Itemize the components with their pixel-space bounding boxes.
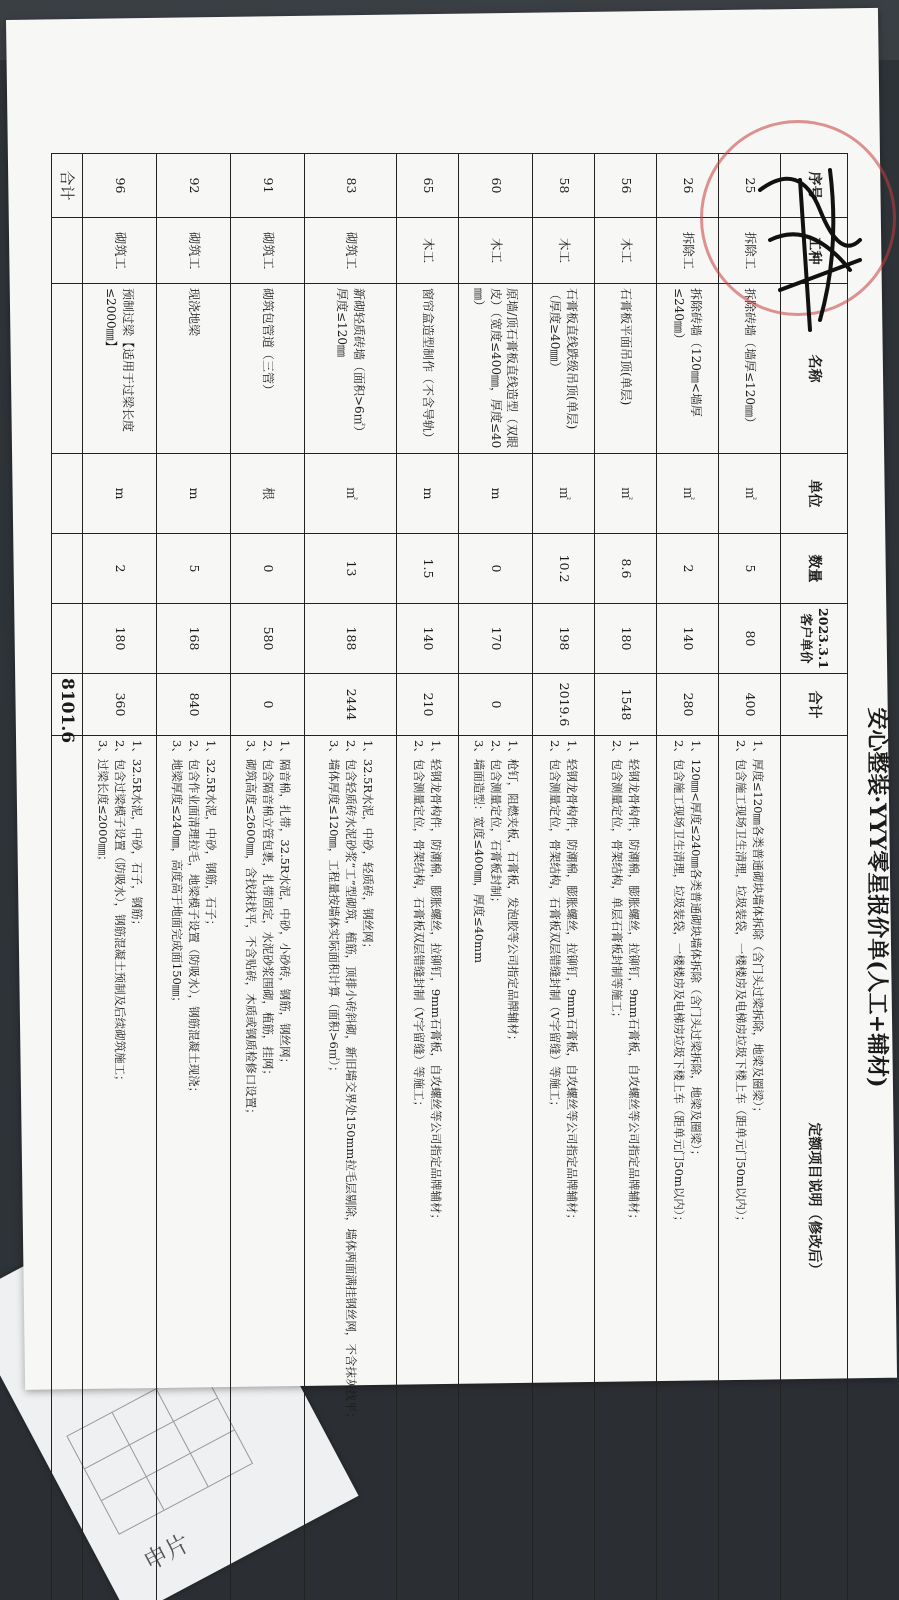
- cell-type: 木工: [533, 218, 595, 284]
- total-empty-4: [52, 534, 83, 604]
- table-row: [83, 154, 157, 1600]
- header-type: 工种: [781, 218, 848, 284]
- desc-line: 1、32.5R水泥，中砂，轻质砖，钢丝网；: [360, 740, 375, 955]
- cell-price: 170: [459, 604, 533, 674]
- cell-qty: 5: [719, 534, 781, 604]
- desc-line: 3、地梁厚度≤240㎜，高度高于地面完成面150㎜；: [170, 740, 185, 1008]
- desc-line: 2、包含作业面清理拉毛，地梁模子设置（防吸水），钢筋混凝土现浇；: [186, 740, 201, 1099]
- cell-name: 砌筑包管道（三管）: [231, 284, 305, 454]
- desc-line: 2、包含轻质砖水泥砂浆“工”型砌筑，植筋，顶排小砖斜砌，新旧墙交界处150mm拉毛层剔除，墙体两面满挂钢丝网，不含抹灰找平；: [343, 740, 358, 1424]
- table-row: [595, 154, 657, 1600]
- cell-unit: ㎡: [305, 454, 397, 534]
- cell-name: 现浇地梁: [157, 284, 231, 454]
- cell-sum: 0: [459, 674, 533, 736]
- desc-line: 2、包含测量定位，骨架结构，石膏板双层错缝封制（V字留缝）等施工；: [548, 740, 563, 1113]
- cell-name: 拆除砖墙（墙厚≤120㎜）: [719, 284, 781, 454]
- header-no: 序号: [781, 154, 848, 218]
- table-row: [719, 154, 781, 1600]
- cell-price: 80: [719, 604, 781, 674]
- total-empty-2: [52, 284, 83, 454]
- cell-name: 预制过梁【适用于过梁长度≤2000㎜】: [83, 284, 157, 454]
- header-unit: 单位: [781, 454, 848, 534]
- header-qty: 数量: [781, 534, 848, 604]
- desc-line: 3、过梁长度≤2000㎜；: [96, 740, 111, 867]
- cell-unit: m: [397, 454, 459, 534]
- quote-table: [51, 153, 848, 1600]
- desc-line: 2、包含测量定位，石膏板封制；: [488, 740, 503, 909]
- cell-qty: 13: [305, 534, 397, 604]
- desc-line: 1、枪钉，阻燃夹板，石膏板，发泡胶等公司指定品牌辅材；: [505, 740, 520, 1047]
- handwritten-signature: [740, 150, 890, 350]
- desc-line: 1、隔音棉，扎带，32.5R水泥，中砂，小砂砖，钢筋，钢丝网；: [277, 740, 292, 1070]
- cell-sum: 400: [719, 674, 781, 736]
- cell-sum: 280: [657, 674, 719, 736]
- cell-price: 198: [533, 604, 595, 674]
- desc-line: 2、包含测量定位，骨架结构，石膏板双层错缝封制（V字留缝）等施工；: [412, 740, 427, 1113]
- cell-type: 木工: [459, 218, 533, 284]
- cell-desc: [595, 736, 657, 1600]
- total-empty-1: [52, 218, 83, 284]
- cell-qty: 2: [657, 534, 719, 604]
- cell-unit: m: [157, 454, 231, 534]
- cell-no: 65: [397, 154, 459, 218]
- cell-no: 25: [719, 154, 781, 218]
- cell-unit: ㎡: [595, 454, 657, 534]
- header-sum: 合计: [781, 674, 848, 736]
- cell-unit: m: [83, 454, 157, 534]
- cell-qty: 1.5: [397, 534, 459, 604]
- desc-line: 1、32.5R水泥，中砂，石子，钢筋；: [129, 740, 144, 932]
- cell-unit: ㎡: [657, 454, 719, 534]
- cell-type: 拆除工: [657, 218, 719, 284]
- cell-desc: [719, 736, 781, 1600]
- cell-desc: [397, 736, 459, 1600]
- cell-no: 60: [459, 154, 533, 218]
- cell-unit: ㎡: [533, 454, 595, 534]
- total-empty-3: [52, 454, 83, 534]
- cell-desc: [305, 736, 397, 1600]
- cell-name: 石膏板平面吊顶(单层): [595, 284, 657, 454]
- desc-line: 1、厚度≤120㎜各类普通砌块墙体拆除（含门头过梁拆除，地梁及圈梁）；: [751, 740, 766, 1119]
- cell-name: 拆除砖墙（120㎜<墙厚≤240㎜）: [657, 284, 719, 454]
- table-header-row: [781, 154, 848, 1600]
- cell-desc: [459, 736, 533, 1600]
- cell-sum: 1548: [595, 674, 657, 736]
- cell-desc: [657, 736, 719, 1600]
- desc-line: 1、轻钢龙骨构件，防潮棉，膨胀螺丝，拉铆钉，9mm石膏板，自攻螺丝等公司指定品牌辅材；: [565, 740, 580, 1225]
- cell-price: 180: [83, 604, 157, 674]
- cell-unit: m: [459, 454, 533, 534]
- cell-no: 92: [157, 154, 231, 218]
- cell-qty: 8.6: [595, 534, 657, 604]
- cell-name: 新砌轻质砖墙（面积>6㎡）厚度≤120㎜: [305, 284, 397, 454]
- cell-price: 140: [657, 604, 719, 674]
- desc-line: 1、轻钢龙骨构件，防潮棉，膨胀螺丝，拉铆钉，9mm石膏板，自攻螺丝等公司指定品牌辅材；: [627, 740, 642, 1225]
- desc-line: 2、包含测量定位，骨架结构，单层石膏板封制等施工；: [610, 740, 625, 1024]
- cell-price: 140: [397, 604, 459, 674]
- header-price: 2023.3.1 客户单价: [781, 604, 848, 674]
- cell-name: 原墙/顶石膏板直线造型（双眼皮）（宽度≤400㎜，厚度≤40㎜）: [459, 284, 533, 454]
- table-row: [397, 154, 459, 1600]
- cell-type: 木工: [595, 218, 657, 284]
- cell-qty: 0: [459, 534, 533, 604]
- cell-type: 砌筑工: [157, 218, 231, 284]
- cell-sum: 210: [397, 674, 459, 736]
- cell-price: 168: [157, 604, 231, 674]
- cell-desc: [157, 736, 231, 1600]
- cell-price: 180: [595, 604, 657, 674]
- cell-sum: 360: [83, 674, 157, 736]
- total-empty-6: [52, 736, 83, 1600]
- total-value: 8101.6: [52, 674, 83, 736]
- cell-sum: 2444: [305, 674, 397, 736]
- cell-name: 石膏板直线跌级吊顶(单层)（厚度≥40㎜）: [533, 284, 595, 454]
- cell-sum: 2019.6: [533, 674, 595, 736]
- header-name: 名称: [781, 284, 848, 454]
- desc-line: 2、包含施工现场卫生清理，垃圾装袋，一楼楼房及电梯房垃圾下楼上车（距单元门50m以内）；: [672, 740, 687, 1228]
- cell-unit: 根: [231, 454, 305, 534]
- cell-no: 96: [83, 154, 157, 218]
- table-row: [157, 154, 231, 1600]
- header-desc: 定额项目说明（修改后）: [781, 736, 848, 1600]
- desc-line: 2、包含过梁模子设置（防吸水），钢筋混凝土预制及后续砌筑施工；: [112, 740, 127, 1087]
- table-row: [305, 154, 397, 1600]
- cell-sum: 0: [231, 674, 305, 736]
- total-label: 合计: [52, 154, 83, 218]
- desc-line: 3、墙面造型：宽度≤400㎜，厚度≤40mm: [472, 740, 487, 963]
- cell-type: 木工: [397, 218, 459, 284]
- total-row: [52, 154, 83, 1600]
- desc-line: 3、墙体厚度≤120㎜，工程量按墙体实际面积计算（面积>6㎡）；: [327, 740, 342, 1078]
- cell-type: 拆除工: [719, 218, 781, 284]
- cell-type: 砌筑工: [305, 218, 397, 284]
- table-row: [533, 154, 595, 1600]
- cell-desc: [533, 736, 595, 1600]
- table-row: [459, 154, 533, 1600]
- desc-line: 2、包含施工现场卫生清理，垃圾装袋，一楼楼房及电梯房垃圾下楼上车（距单元门50m以内）；: [734, 740, 749, 1228]
- desc-line: 2、包含隔音棉立管包裹，扎带固定，水泥砂浆围砌，植筋，挂网；: [260, 740, 275, 1081]
- cell-no: 91: [231, 154, 305, 218]
- cell-type: 砌筑工: [231, 218, 305, 284]
- cell-qty: 5: [157, 534, 231, 604]
- cell-no: 83: [305, 154, 397, 218]
- cell-type: 砌筑工: [83, 218, 157, 284]
- cell-price: 188: [305, 604, 397, 674]
- cell-price: 580: [231, 604, 305, 674]
- document-title: 安心整装·YYY零星报价单(人工+辅材): [864, 707, 890, 1088]
- cell-qty: 2: [83, 534, 157, 604]
- cell-no: 56: [595, 154, 657, 218]
- cell-no: 26: [657, 154, 719, 218]
- cell-desc: [231, 736, 305, 1600]
- table-row: [657, 154, 719, 1600]
- table-body: [83, 154, 781, 1600]
- total-empty-5: [52, 604, 83, 674]
- desc-line: 1、轻钢龙骨构件，防潮棉，膨胀螺丝，拉铆钉，9mm石膏板，自攻螺丝等公司指定品牌辅材；: [429, 740, 444, 1225]
- cell-name: 窗帘盒造型制作（不含导轨）: [397, 284, 459, 454]
- cell-unit: ㎡: [719, 454, 781, 534]
- desc-line: 1、32.5R水泥，中砂，钢筋，石子；: [203, 740, 218, 932]
- background-paper-text-1: 申片: [138, 1528, 195, 1577]
- desc-line: 3、砌筑高度≤2600㎜，含找抹找平，不含贴砖，木质或钢质检修口设置；: [244, 740, 259, 1120]
- cell-no: 58: [533, 154, 595, 218]
- table-row: [231, 154, 305, 1600]
- cell-qty: 0: [231, 534, 305, 604]
- cell-sum: 840: [157, 674, 231, 736]
- cell-qty: 10.2: [533, 534, 595, 604]
- cell-desc: [83, 736, 157, 1600]
- desc-line: 1、120㎜<厚度≤240㎜各类普通砌块墙体拆除（含门头过梁拆除，地梁及圈梁）；: [689, 740, 704, 1162]
